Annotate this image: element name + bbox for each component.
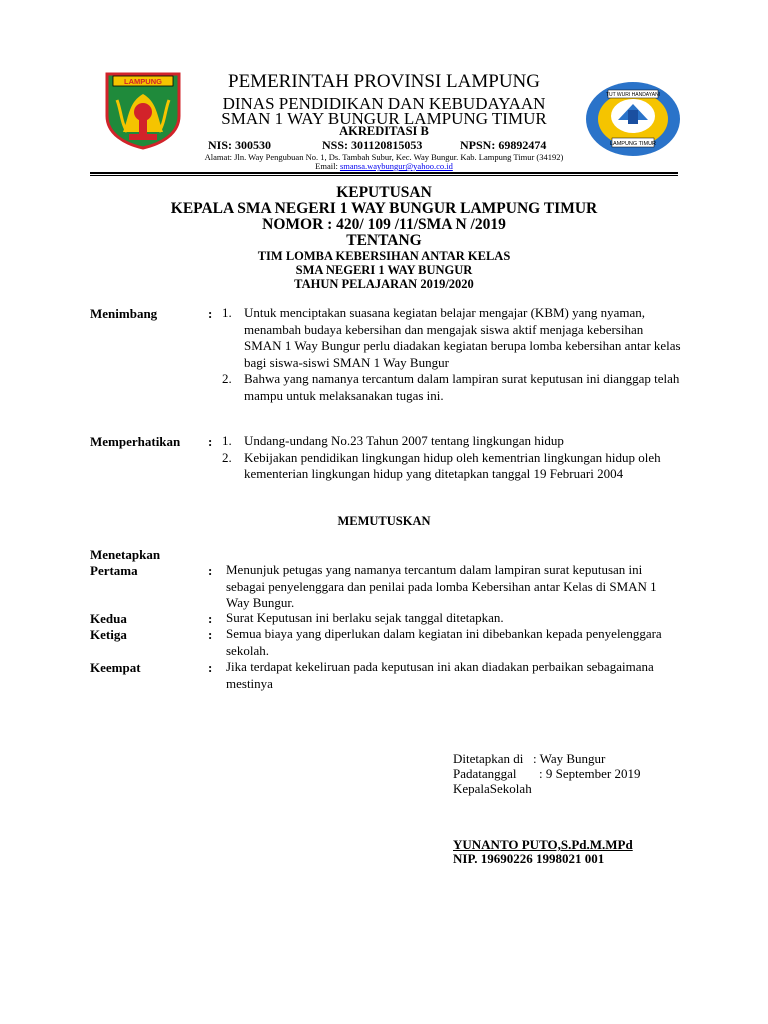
- kedua-label: Kedua: [90, 611, 127, 626]
- right-logo-bottom-label: LAMPUNG TIMUR: [609, 141, 657, 147]
- left-logo-label: LAMPUNG: [124, 77, 162, 86]
- pertama-text: Menunjuk petugas yang namanya tercantum dalam lampiran surat keputusan ini sebagai penyelenggara dan penilai pada lomba Kebersihan antar Kelas di SMAN 1 Way Bungur.: [226, 562, 657, 610]
- pertama-colon: :: [208, 563, 213, 578]
- signatory-nip: NIP. 19690226 1998021 001: [453, 851, 605, 866]
- letterhead-rule-thin: [90, 175, 678, 176]
- signature-date: [453, 766, 640, 782]
- menimbang-label: Menimbang: [90, 306, 158, 321]
- subtitle-year: TAHUN PELAJARAN 2019/2020: [294, 277, 474, 291]
- email-line: [0, 161, 768, 171]
- letterhead-rule-thick: [90, 172, 678, 174]
- keempat-label: Keempat: [90, 660, 141, 675]
- memperhatikan-label: Memperhatikan: [90, 434, 181, 449]
- subtitle-school: SMA NEGERI 1 WAY BUNGUR: [295, 263, 473, 277]
- signature-position: KepalaSekolah: [453, 781, 532, 796]
- place-value: : Way Bungur: [533, 751, 606, 766]
- memperhatikan-colon: :: [208, 434, 213, 449]
- keempat-colon: :: [208, 660, 213, 675]
- school-identifiers: [0, 138, 768, 152]
- pertama-label: Pertama: [90, 563, 138, 578]
- date-label: Padatanggal: [453, 766, 517, 781]
- kedua-colon: :: [208, 611, 213, 626]
- memutuskan-heading: MEMUTUSKAN: [337, 514, 431, 528]
- date-value: : 9 September 2019: [539, 766, 641, 781]
- subtitle-tim-lomba: TIM LOMBA KEBERSIHAN ANTAR KELAS: [257, 249, 511, 263]
- email-label: Email:: [315, 161, 338, 171]
- list-item: 1. Undang-undang No.23 Tahun 2007 tentang lingkungan hidup: [222, 433, 564, 448]
- place-label: Ditetapkan di: [453, 751, 524, 766]
- title-kepala: KEPALA SMA NEGERI 1 WAY BUNGUR LAMPUNG TIMUR: [170, 200, 598, 217]
- nss: NSS: 301120815053: [322, 138, 423, 152]
- list-item: 1. Untuk menciptakan suasana kegiatan belajar mengajar (KBM) yang nyaman, menambah budaya kebersihan dan mengajak siswa aktif menjaga kebersihan SMAN 1 Way Bungur perlu diadakan kegiatan berupa lomba kebersihan antar kelas bagi siswa-siswi SMAN 1 Way Bungur: [222, 305, 681, 370]
- title-keputusan: KEPUTUSAN: [336, 184, 432, 201]
- ketiga-text: Semua biaya yang diperlukan dalam kegiatan ini dibebankan kepada penyelenggara sekolah.: [226, 626, 662, 658]
- ketiga-colon: :: [208, 627, 213, 642]
- keempat-text: Jika terdapat kekeliruan pada keputusan ini akan diadakan perbaikan sebagaimana mestinya: [226, 659, 654, 691]
- letterhead-line2: DINAS PENDIDIKAN DAN KEBUDAYAAN: [222, 94, 546, 113]
- email-link[interactable]: smansa.waybungur@yahoo.co.id: [339, 161, 453, 171]
- memperhatikan-list: [222, 433, 682, 483]
- npsn: NPSN: 69892474: [460, 138, 547, 152]
- letterhead-line3: SMAN 1 WAY BUNGUR LAMPUNG TIMUR: [221, 109, 547, 128]
- menetapkan-label: Menetapkan: [90, 547, 161, 562]
- list-item: 2. Kebijakan pendidikan lingkungan hidup oleh kementrian lingkungan hidup oleh kementerian lingkungan hidup yang ditetapkan tanggal 19 Februari 2004: [222, 449, 661, 481]
- signatory-name: YUNANTO PUTO,S.Pd.M.MPd: [453, 837, 633, 852]
- list-item: 2. Bahwa yang namanya tercantum dalam lampiran surat keputusan ini dianggap telah mampu untuk melaksanakan tugas ini.: [222, 371, 680, 403]
- letterhead-line1: PEMERINTAH PROVINSI LAMPUNG: [228, 71, 540, 92]
- accreditation: AKREDITASI B: [339, 124, 429, 138]
- kedua-text: Surat Keputusan ini berlaku sejak tanggal ditetapkan.: [226, 610, 504, 625]
- ketiga-label: Ketiga: [90, 627, 127, 642]
- signature-place: [453, 751, 605, 767]
- right-logo-top-label: TUT WURI HANDAYANI: [605, 92, 661, 98]
- menimbang-list: [222, 305, 682, 404]
- title-nomor: NOMOR : 420/ 109 /11/SMA N /2019: [262, 216, 506, 233]
- title-tentang: TENTANG: [346, 232, 422, 249]
- menimbang-colon: :: [208, 306, 213, 321]
- address: Alamat: Jln. Way Pengubuan No. 1, Ds. Tambah Subur, Kec. Way Bungur. Kab. Lampung Timur (34192): [204, 152, 564, 162]
- nis: NIS: 300530: [208, 138, 272, 152]
